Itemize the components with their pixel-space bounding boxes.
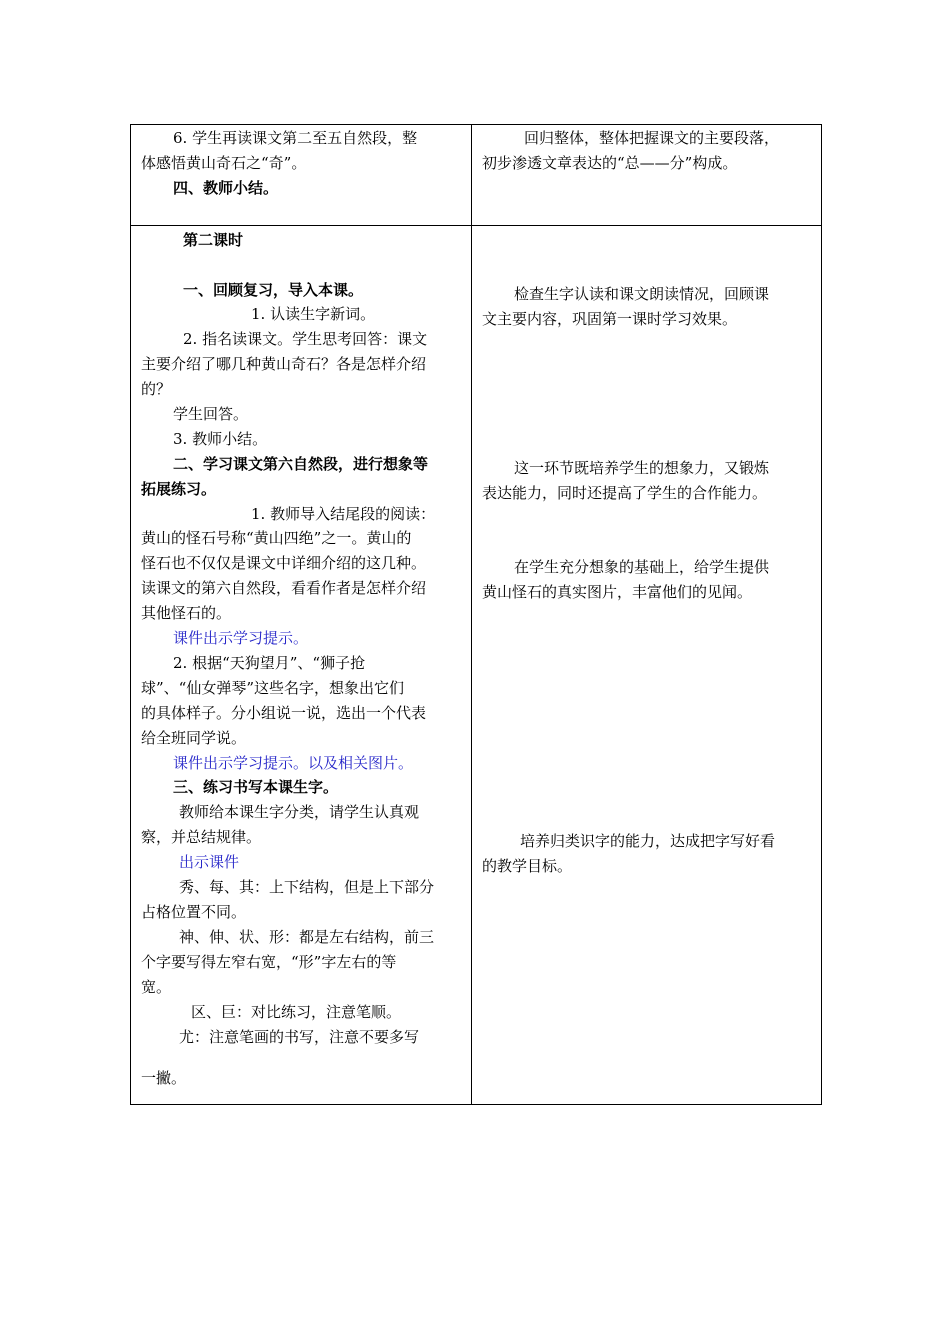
activity-line: 秀、每、其：上下结构，但是上下部分 bbox=[179, 878, 435, 896]
activity-line: 一撇。 bbox=[141, 1069, 187, 1087]
section-heading: 拓展练习。 bbox=[141, 480, 217, 498]
activity-line: 1. 认读生字新词。 bbox=[251, 305, 376, 323]
activity-line: 2. 根据“天狗望月”、“狮子抢 bbox=[173, 654, 366, 672]
courseware-note: 出示课件 bbox=[179, 853, 240, 871]
intent-line: 培养归类识字的能力，达成把字写好看 bbox=[520, 832, 776, 850]
intent-line: 的教学目标。 bbox=[482, 857, 573, 875]
section-heading: 一、回顾复习，导入本课。 bbox=[183, 281, 364, 299]
table-row bbox=[131, 125, 822, 226]
lesson-plan-table bbox=[130, 124, 822, 1105]
intent-line: 检查生字认读和课文朗读情况，回顾课 bbox=[514, 285, 770, 303]
courseware-note: 课件出示学习提示。以及相关图片。 bbox=[173, 754, 414, 772]
activity-line: 神、伸、状、形：都是左右结构，前三 bbox=[179, 928, 435, 946]
section-heading: 四、教师小结。 bbox=[173, 179, 279, 197]
activity-line: 宽。 bbox=[141, 978, 172, 996]
activity-line: 其他怪石的。 bbox=[141, 604, 232, 622]
intent-line: 这一环节既培养学生的想象力，又锻炼 bbox=[514, 459, 770, 477]
intent-cell bbox=[472, 125, 822, 226]
activity-line: 1. 教师导入结尾段的阅读： bbox=[251, 505, 436, 523]
activity-line: 怪石也不仅仅是课文中详细介绍的这几种。 bbox=[141, 554, 427, 572]
activity-cell bbox=[131, 226, 472, 1105]
activity-line: 给全班同学说。 bbox=[141, 729, 247, 747]
activity-line: 区、巨：对比练习，注意笔顺。 bbox=[191, 1003, 402, 1021]
activity-line: 教师给本课生字分类，请学生认真观 bbox=[179, 803, 420, 821]
table-row bbox=[131, 226, 822, 1105]
intent-line: 回归整体，整体把握课文的主要段落， bbox=[524, 129, 780, 147]
courseware-note: 课件出示学习提示。 bbox=[173, 629, 309, 647]
activity-line: 6. 学生再读课文第二至五自然段，整 bbox=[173, 129, 418, 147]
intent-line: 表达能力，同时还提高了学生的合作能力。 bbox=[482, 484, 768, 502]
activity-line: 体感悟黄山奇石之“奇”。 bbox=[141, 154, 307, 172]
activity-line: 尤：注意笔画的书写，注意不要多写 bbox=[179, 1028, 420, 1046]
lesson-period-title: 第二课时 bbox=[183, 231, 244, 249]
activity-line: 学生回答。 bbox=[173, 405, 249, 423]
section-heading: 二、学习课文第六自然段，进行想象等 bbox=[173, 455, 429, 473]
activity-line: 读课文的第六自然段，看看作者是怎样介绍 bbox=[141, 579, 427, 597]
activity-line: 2. 指名读课文。学生思考回答：课文 bbox=[183, 330, 428, 348]
activity-line: 黄山的怪石号称“黄山四绝”之一。黄山的 bbox=[141, 529, 412, 547]
intent-cell bbox=[472, 226, 822, 1105]
activity-line: 3. 教师小结。 bbox=[173, 430, 268, 448]
activity-line: 主要介绍了哪几种黄山奇石？各是怎样介绍 bbox=[141, 355, 427, 373]
activity-line: 个字要写得左窄右宽，“形”字左右的等 bbox=[141, 953, 397, 971]
intent-line: 黄山怪石的真实图片，丰富他们的见闻。 bbox=[482, 583, 753, 601]
intent-line: 在学生充分想象的基础上，给学生提供 bbox=[514, 558, 770, 576]
intent-line: 文主要内容，巩固第一课时学习效果。 bbox=[482, 310, 738, 328]
activity-line: 的具体样子。分小组说一说，选出一个代表 bbox=[141, 704, 427, 722]
activity-line: 察，并总结规律。 bbox=[141, 828, 262, 846]
section-heading: 三、练习书写本课生字。 bbox=[173, 778, 339, 796]
activity-line: 的？ bbox=[141, 380, 172, 398]
intent-line: 初步渗透文章表达的“总——分”构成。 bbox=[482, 154, 738, 172]
activity-line: 占格位置不同。 bbox=[141, 903, 247, 921]
activity-line: 球”、“仙女弹琴”这些名字，想象出它们 bbox=[141, 679, 405, 697]
activity-cell bbox=[131, 125, 472, 226]
